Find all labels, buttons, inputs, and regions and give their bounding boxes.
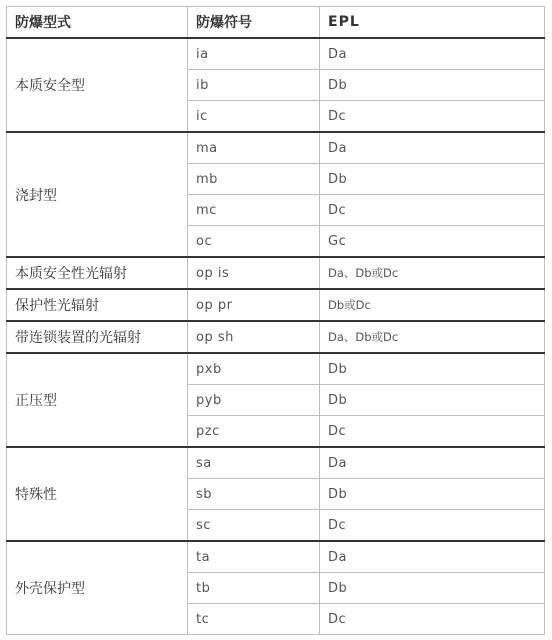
cell-protection-type: 浇封型 [7,132,188,257]
table-row [7,447,545,479]
cell-protection-symbol: pxb [188,353,320,385]
cell-epl: Da [320,38,545,70]
cell-epl: Gc [320,226,545,258]
table-row [7,289,545,321]
cell-epl: Da [320,132,545,164]
cell-protection-symbol: mc [188,195,320,226]
table-row [7,541,545,573]
cell-protection-symbol: ta [188,541,320,573]
cell-protection-symbol: pyb [188,385,320,416]
table-header-row [7,7,545,39]
cell-epl: Db [320,164,545,195]
table-row [7,257,545,289]
cell-protection-symbol: ic [188,101,320,133]
table-row [7,321,545,353]
cell-protection-symbol: sa [188,447,320,479]
cell-epl: Dc [320,101,545,133]
table-row [7,38,545,70]
cell-epl: Da [320,447,545,479]
cell-epl: Dc [320,510,545,542]
cell-protection-symbol: op pr [188,289,320,321]
cell-protection-symbol: pzc [188,416,320,448]
cell-protection-symbol: ma [188,132,320,164]
header-type: 防爆型式 [7,7,188,39]
table-row [7,132,545,164]
cell-protection-symbol: tb [188,573,320,604]
cell-protection-type: 特殊性 [7,447,188,541]
cell-epl: Dc [320,604,545,635]
cell-epl: Dc [320,416,545,448]
cell-epl: Da、Db或Dc [320,321,545,353]
explosion-protection-table [6,6,545,635]
cell-epl: Db [320,353,545,385]
cell-protection-type: 外壳保护型 [7,541,188,635]
cell-protection-type: 本质安全型 [7,38,188,132]
cell-protection-symbol: tc [188,604,320,635]
cell-protection-type: 本质安全性光辐射 [7,257,188,289]
table-row [7,353,545,385]
cell-protection-symbol: oc [188,226,320,258]
cell-epl: Dc [320,195,545,226]
cell-protection-symbol: op sh [188,321,320,353]
cell-epl: Db [320,70,545,101]
cell-epl: Db或Dc [320,289,545,321]
cell-epl: Da [320,541,545,573]
header-epl: EPL [320,7,545,39]
cell-epl: Db [320,573,545,604]
table-body [7,38,545,635]
cell-protection-symbol: sb [188,479,320,510]
cell-epl: Da、Db或Dc [320,257,545,289]
cell-epl: Db [320,479,545,510]
cell-protection-type: 正压型 [7,353,188,447]
cell-epl: Db [320,385,545,416]
header-symbol: 防爆符号 [188,7,320,39]
cell-protection-symbol: ib [188,70,320,101]
cell-protection-symbol: op is [188,257,320,289]
cell-protection-symbol: ia [188,38,320,70]
cell-protection-type: 带连锁装置的光辐射 [7,321,188,353]
cell-protection-symbol: sc [188,510,320,542]
cell-protection-symbol: mb [188,164,320,195]
cell-protection-type: 保护性光辐射 [7,289,188,321]
